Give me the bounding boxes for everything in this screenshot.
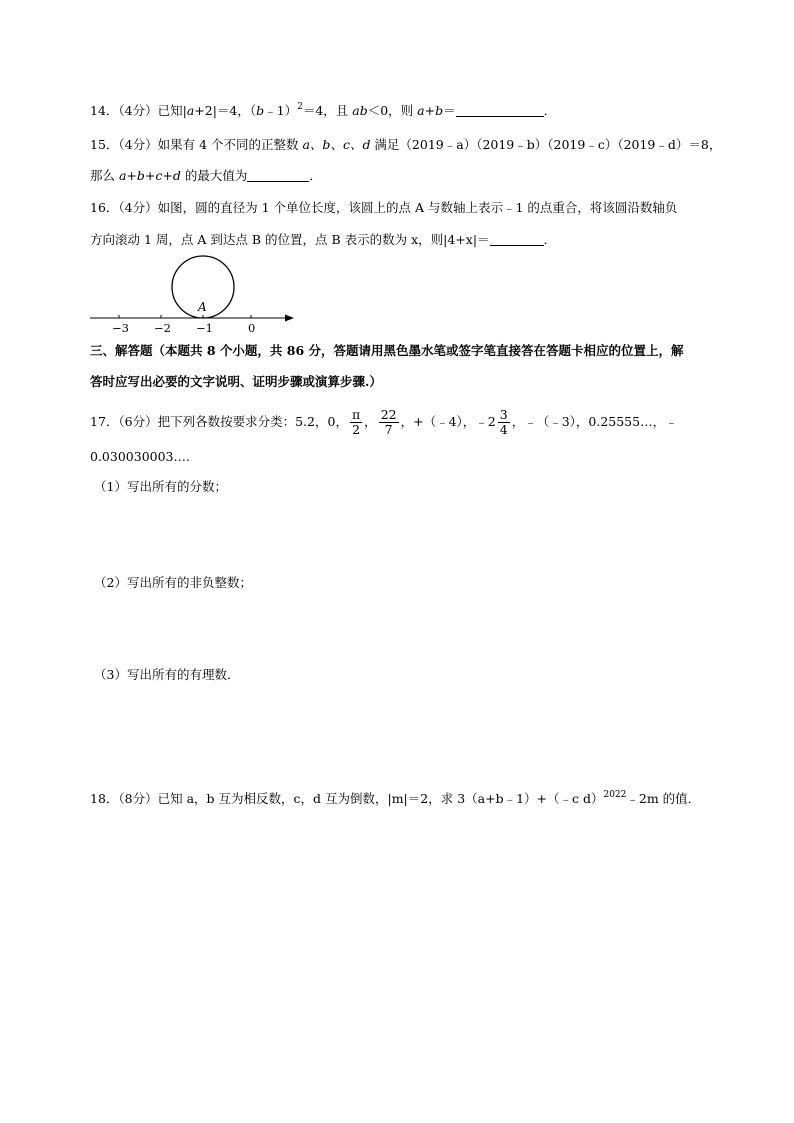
section-3-heading: 三、解答题（本题共 8 个小题，共 86 分，答题请用黑色墨水笔或签字笔直接答在答题卡相应的位置上，解 bbox=[90, 343, 684, 358]
q14-prefix: 14．（4分）已知| bbox=[90, 103, 187, 118]
question-17-sub-2 bbox=[94, 574, 252, 592]
q17-line2: 0.030030003…. bbox=[90, 449, 190, 464]
fraction-denominator: 7 bbox=[384, 421, 393, 437]
number-line-figure bbox=[88, 254, 308, 334]
tick-label: −3 bbox=[112, 321, 129, 334]
q16-line1: 16．（4分）如图，圆的直径为 1 个单位长度，该圆上的点 A 与数轴上表示﹣1 的点重合，将该圆沿数轴负 bbox=[90, 200, 678, 215]
question-18 bbox=[90, 790, 700, 808]
fraction-numerator: 3 bbox=[499, 406, 508, 422]
q14-var-a: a bbox=[186, 103, 195, 118]
q15-end: ． bbox=[309, 168, 322, 183]
q17-sep: ， bbox=[364, 414, 377, 429]
q15-suffix: 满足（2019﹣a）（2019﹣b）（2019﹣c）（2019﹣d）＝8， bbox=[370, 137, 722, 152]
fraction-22-over-7 bbox=[379, 408, 399, 437]
q17-sub3: （3）写出所有的有理数． bbox=[94, 667, 240, 682]
q14-mid1: +2|＝4，（ bbox=[194, 103, 257, 118]
point-a-label: A bbox=[198, 300, 207, 314]
q15-prefix: 15．（4分）如果有 4 个不同的正整数 bbox=[90, 137, 303, 152]
question-17-sub-3 bbox=[94, 666, 239, 684]
q14-plus: + bbox=[424, 103, 436, 118]
q16-end: ． bbox=[543, 232, 557, 247]
q15-line2-suffix: 的最大值为 bbox=[180, 168, 248, 183]
q16-line2: 方向滚动 1 周，点 A 到达点 B 的位置，点 B 表示的数为 x，则|4+x|＝ bbox=[90, 232, 490, 247]
q14-var-b: b bbox=[256, 103, 265, 118]
fraction-denominator: 4 bbox=[499, 421, 508, 437]
q17-suffix: ，﹣（﹣3），0.25555…，﹣ bbox=[511, 414, 678, 429]
tick-label: −2 bbox=[154, 321, 171, 334]
q15-vars: a、b、c、d bbox=[302, 137, 371, 152]
tick-label: −1 bbox=[196, 321, 213, 334]
q17-sub2: （2）写出所有的非负整数； bbox=[94, 575, 252, 590]
tick-label: 0 bbox=[248, 321, 256, 334]
question-16-line-1 bbox=[90, 199, 677, 217]
question-15-line-2 bbox=[90, 167, 322, 185]
q18-suffix: ﹣2m 的值． bbox=[626, 791, 701, 806]
q14-var-b2: b bbox=[435, 103, 444, 118]
axis-arrow-icon bbox=[285, 315, 294, 322]
question-15-line-1 bbox=[90, 136, 721, 154]
question-14 bbox=[90, 102, 556, 120]
question-17-line-1 bbox=[90, 402, 678, 442]
question-17-sub-1 bbox=[94, 478, 227, 496]
q18-prefix: 18．（8分）已知 a，b 互为相反数，c，d 互为倒数，|m|＝2，求 3（a+b﹣1）+（﹣c d） bbox=[90, 791, 604, 806]
question-17-line-2 bbox=[90, 448, 190, 466]
fraction-3-over-4 bbox=[498, 408, 510, 437]
answer-blank-15 bbox=[247, 169, 309, 182]
answer-blank-14 bbox=[456, 104, 544, 117]
fraction-numerator: π bbox=[351, 406, 361, 422]
question-16-line-2 bbox=[90, 231, 556, 249]
q15-line2-prefix: 那么 bbox=[90, 168, 119, 183]
section-3-heading-line-2 bbox=[90, 373, 382, 391]
q18-exponent: 2022 bbox=[603, 790, 627, 800]
answer-blank-16 bbox=[490, 233, 544, 246]
section-3-instructions: 答时应写出必要的文字说明、证明步骤或演算步骤.） bbox=[90, 374, 382, 389]
q14-mid3: ＝4，且 bbox=[302, 103, 353, 118]
section-3-heading-line-1 bbox=[90, 342, 684, 360]
q14-mid2: ﹣1） bbox=[264, 103, 298, 118]
q17-sub1: （1）写出所有的分数； bbox=[94, 479, 227, 494]
q17-prefix: 17．（6分）把下列各数按要求分类：5.2，0， bbox=[90, 414, 348, 429]
fraction-denominator: 2 bbox=[352, 421, 361, 437]
q14-var-a2: a bbox=[417, 103, 425, 118]
q14-exponent: 2 bbox=[297, 102, 303, 112]
q15-expr: a+b+c+d bbox=[118, 168, 181, 183]
q14-end: ． bbox=[543, 103, 557, 118]
fraction-pi-over-2 bbox=[350, 408, 362, 437]
q14-eq: ＝ bbox=[443, 103, 456, 118]
q14-var-ab: ab bbox=[352, 103, 368, 118]
q14-mid4: ＜0，则 bbox=[367, 103, 418, 118]
q17-mid: ，+（﹣4），﹣2 bbox=[400, 414, 496, 429]
fraction-numerator: 22 bbox=[380, 406, 397, 422]
